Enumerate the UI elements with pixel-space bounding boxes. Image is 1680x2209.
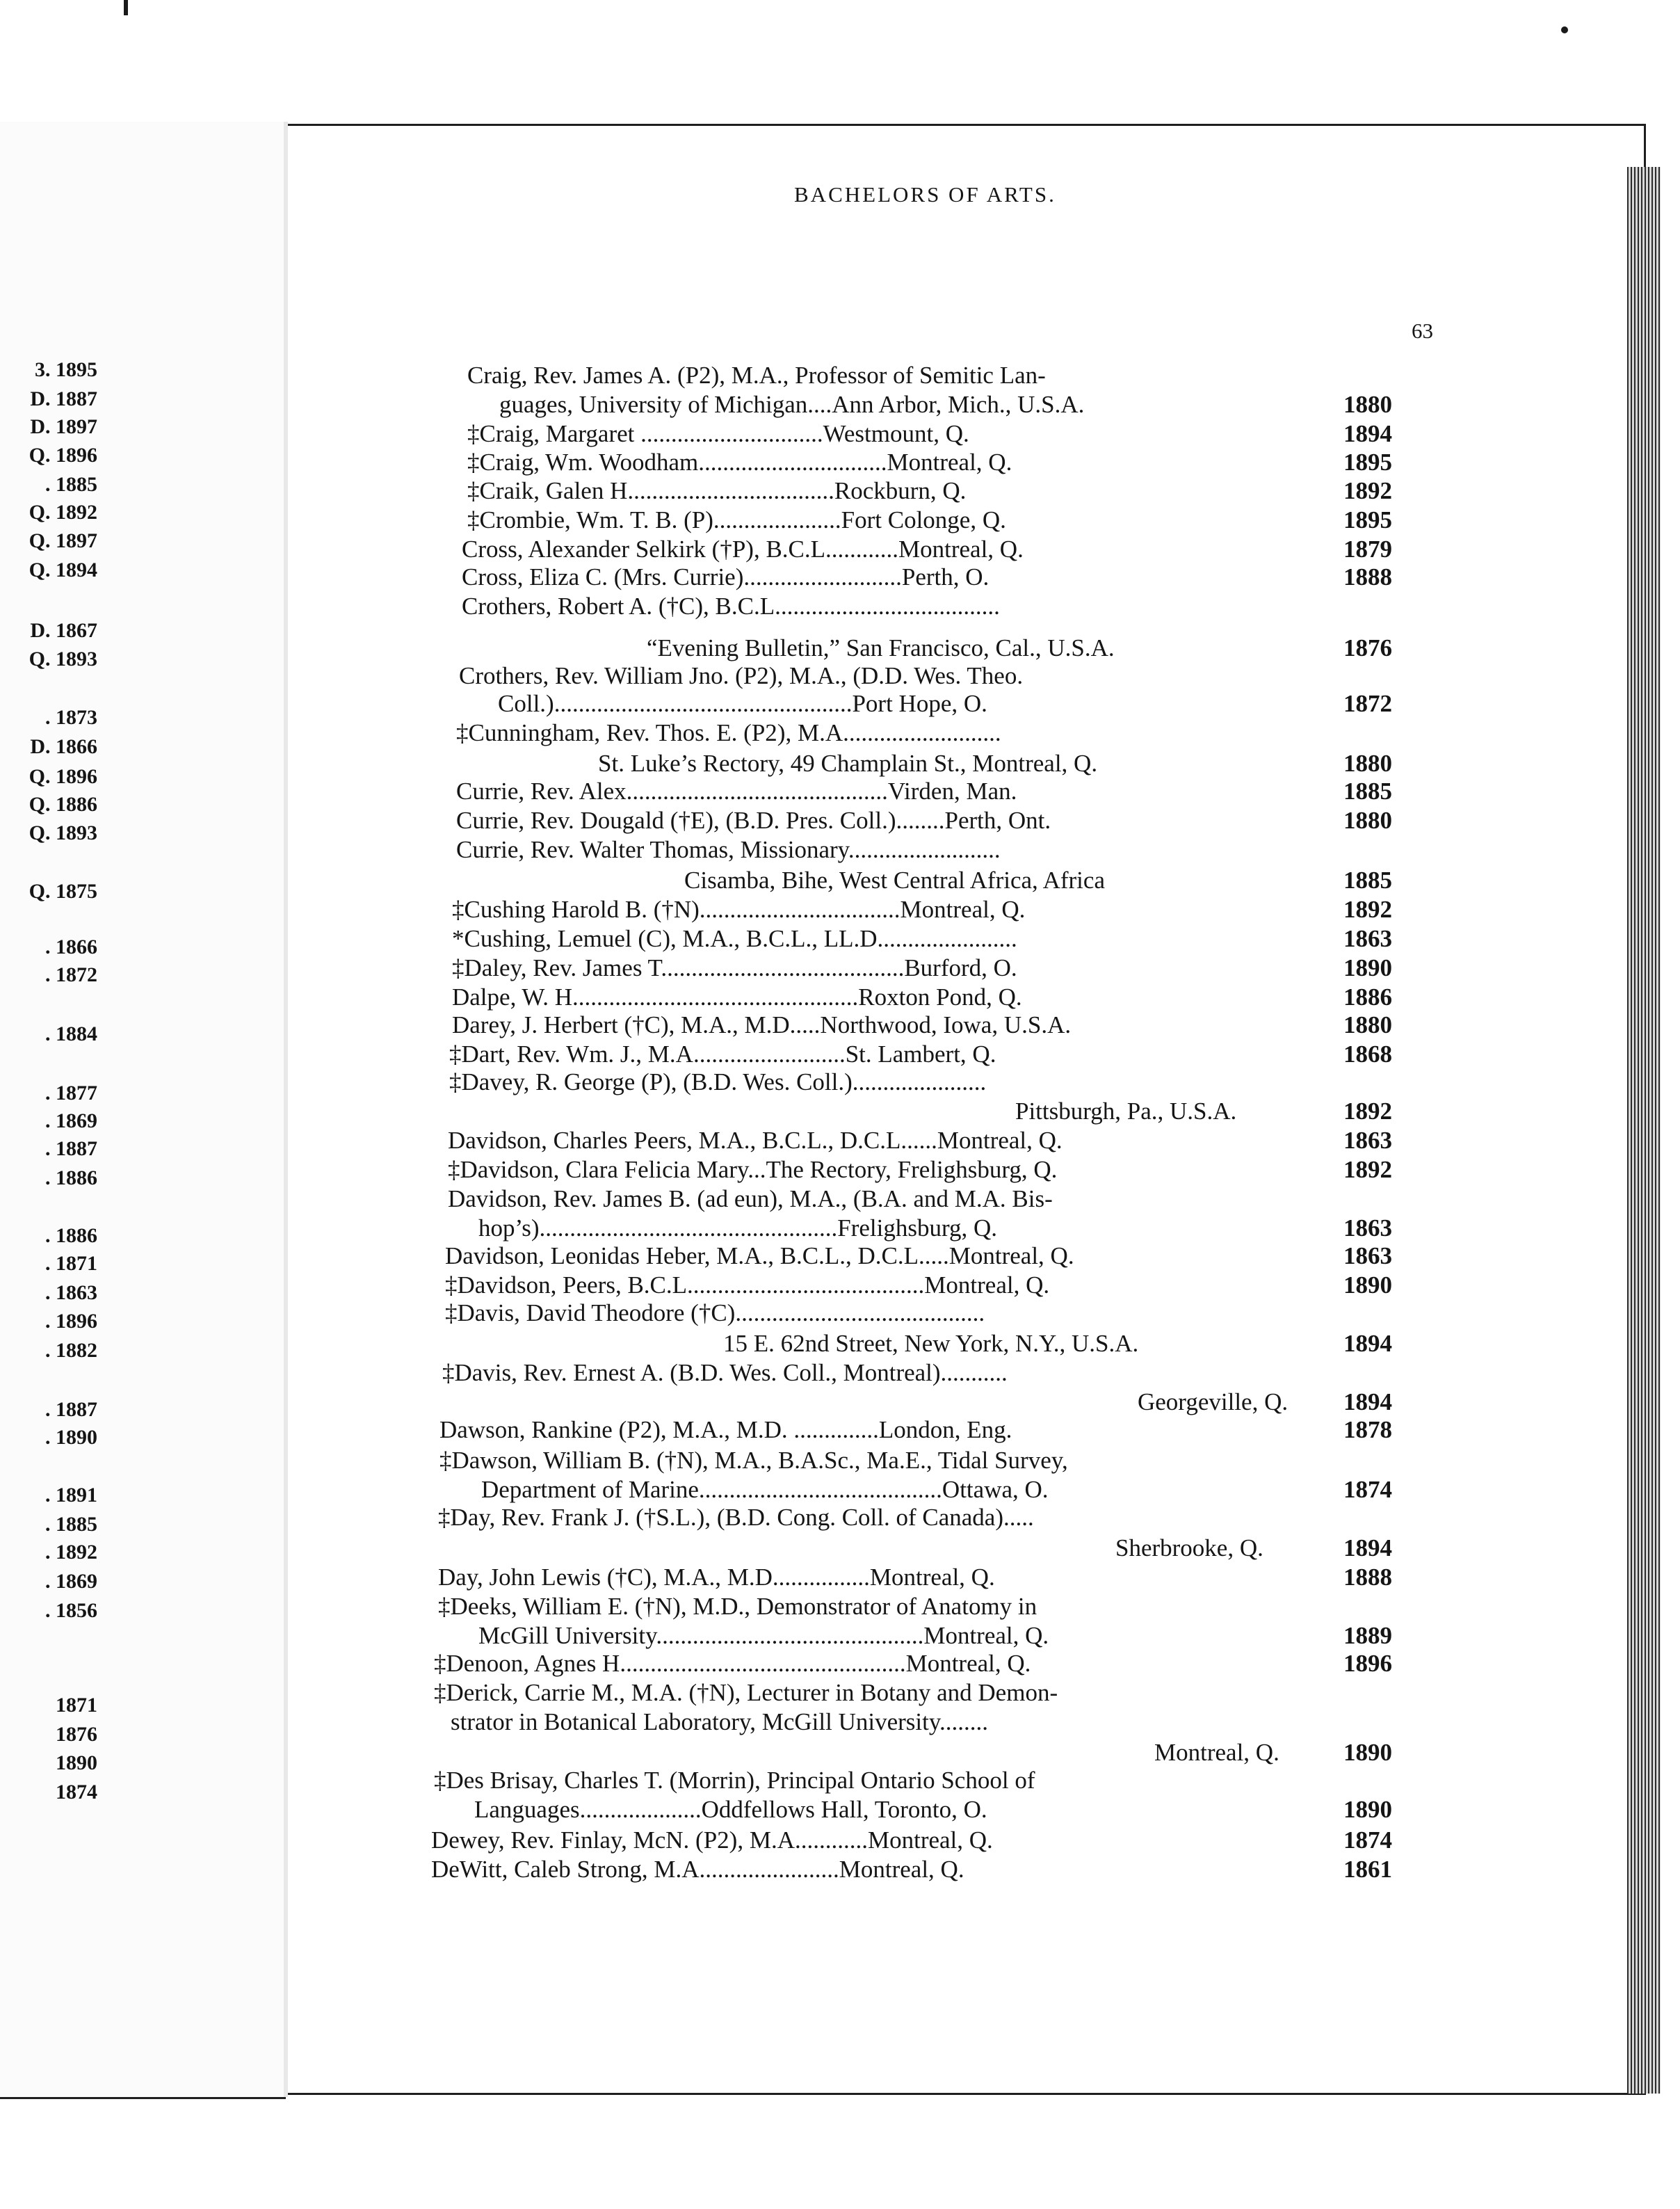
scan-speck — [124, 0, 128, 15]
entry-year: 1892 — [1343, 896, 1392, 923]
entry-year: 1885 — [1343, 867, 1392, 894]
left-page-year: Q. 1894 — [29, 559, 97, 581]
entry-line: Georgeville, Q. — [1138, 1388, 1289, 1415]
entry-line: Currie, Rev. Alex...........................................Virden, Man. — [456, 778, 1017, 805]
entry-line: *Cushing, Lemuel (C), M.A., B.C.L., LL.D....................... — [452, 925, 1017, 952]
entry-line: ‡Davis, Rev. Ernest A. (B.D. Wes. Coll., Montreal)........... — [442, 1359, 1008, 1386]
left-page-year: . 1863 — [45, 1281, 97, 1304]
left-page-year: . 1882 — [45, 1339, 97, 1362]
entry-year: 1876 — [1343, 634, 1392, 661]
left-page-year: . 1871 — [45, 1252, 97, 1275]
page-number: 63 — [1412, 319, 1433, 343]
entry-line: ‡Daley, Rev. James T........................................Burford, O. — [452, 954, 1017, 981]
left-page-year: Q. 1897 — [29, 529, 97, 552]
entry-year: 1889 — [1343, 1622, 1392, 1649]
entry-line: Dalpe, W. H...............................................Roxton Pond, Q. — [452, 983, 1022, 1011]
entry-line: ‡Day, Rev. Frank J. (†S.L.), (B.D. Cong. Coll. of Canada)..... — [438, 1504, 1034, 1531]
entry-line: Crothers, Robert A. (†C), B.C.L..................................... — [462, 593, 1000, 620]
left-page-year: D. 1887 — [30, 387, 97, 410]
entry-year: 1863 — [1343, 1127, 1392, 1154]
left-page-year: D. 1866 — [30, 735, 97, 758]
entry-line: ‡Des Brisay, Charles T. (Morrin), Principal Ontario School of — [434, 1767, 1035, 1794]
entry-line: Crothers, Rev. William Jno. (P2), M.A., (D.D. Wes. Theo. — [459, 662, 1024, 689]
entry-line: Davidson, Charles Peers, M.A., B.C.L., D.C.L......Montreal, Q. — [448, 1127, 1063, 1154]
left-page-year: Q. 1893 — [29, 648, 97, 670]
entry-year: 1874 — [1343, 1476, 1392, 1503]
entry-line: ‡Davidson, Peers, B.C.L.......................................Montreal, Q. — [445, 1271, 1050, 1299]
left-page-year: . 1891 — [45, 1484, 97, 1507]
entry-year: 1874 — [1343, 1826, 1392, 1854]
left-page-year: . 1869 — [45, 1570, 97, 1593]
entry-year: 1886 — [1343, 983, 1392, 1011]
entry-line: Cross, Eliza C. (Mrs. Currie)..........................Perth, O. — [462, 563, 990, 591]
entry-year: 1890 — [1343, 1796, 1392, 1823]
entry-year: 1880 — [1343, 391, 1392, 418]
left-page-year: . 1873 — [45, 706, 97, 729]
left-page-year: Q. 1886 — [29, 793, 97, 816]
entry-line: Montreal, Q. — [1154, 1739, 1279, 1766]
entry-year: 1894 — [1343, 420, 1392, 447]
entry-year: 1894 — [1343, 1388, 1392, 1415]
entry-year: 1879 — [1343, 536, 1392, 563]
left-page-year: 1874 — [56, 1781, 97, 1804]
entry-line: Darey, J. Herbert (†C), M.A., M.D.....Northwood, Iowa, U.S.A. — [452, 1011, 1072, 1038]
entry-line: guages, University of Michigan....Ann Arbor, Mich., U.S.A. — [499, 391, 1085, 418]
entry-line: “Evening Bulletin,” San Francisco, Cal., U.S.A. — [647, 634, 1115, 661]
entry-year: 1892 — [1343, 1156, 1392, 1183]
entry-year: 1863 — [1343, 925, 1392, 952]
entry-year: 1863 — [1343, 1214, 1392, 1242]
entry-line: ‡Davey, R. George (P), (B.D. Wes. Coll.)...................... — [449, 1068, 987, 1095]
entry-line: ‡Crombie, Wm. T. B. (P).....................Fort Colonge, Q. — [467, 506, 1006, 533]
entry-line: ‡Cunningham, Rev. Thos. E. (P2), M.A.......................... — [456, 719, 1001, 746]
entry-year: 1888 — [1343, 1564, 1392, 1591]
entry-line: ‡Dart, Rev. Wm. J., M.A.........................St. Lambert, Q. — [449, 1041, 996, 1068]
entry-line: ‡Dawson, William B. (†N), M.A., B.A.Sc., Ma.E., Tidal Survey, — [439, 1447, 1068, 1474]
entry-line: ‡Craig, Margaret ..............................Westmount, Q. — [467, 420, 969, 447]
left-page-year: Q. 1893 — [29, 821, 97, 844]
scan-speck — [1561, 26, 1568, 33]
entry-line: ‡Davidson, Clara Felicia Mary...The Rectory, Frelighsburg, Q. — [448, 1156, 1058, 1183]
entry-line: ‡Derick, Carrie M., M.A. (†N), Lecturer in Botany and Demon- — [434, 1679, 1058, 1706]
entry-year: 1880 — [1343, 807, 1392, 834]
entry-year: 1895 — [1343, 506, 1392, 533]
left-page-year: . 1892 — [45, 1541, 97, 1564]
left-page-year: Q. 1892 — [29, 501, 97, 524]
left-page-year: . 1886 — [45, 1166, 97, 1189]
entry-line: DeWitt, Caleb Strong, M.A.......................Montreal, Q. — [431, 1856, 964, 1883]
entry-year: 1892 — [1343, 1098, 1392, 1125]
entry-year: 1872 — [1343, 690, 1392, 717]
entry-line: Dawson, Rankine (P2), M.A., M.D. ..............London, Eng. — [439, 1416, 1012, 1443]
entry-year: 1880 — [1343, 750, 1392, 777]
entry-line: ‡Craig, Wm. Woodham...............................Montreal, Q. — [467, 449, 1012, 476]
entry-line: Day, John Lewis (†C), M.A., M.D................Montreal, Q. — [438, 1564, 995, 1591]
entry-line: ‡Cushing Harold B. (†N).................................Montreal, Q. — [452, 896, 1026, 923]
left-page-year: D. 1897 — [30, 415, 97, 438]
entry-year: 1890 — [1343, 954, 1392, 981]
entry-line: Cross, Alexander Selkirk (†P), B.C.L............Montreal, Q. — [462, 536, 1024, 563]
entry-year: 1890 — [1343, 1739, 1392, 1766]
entry-line: Currie, Rev. Walter Thomas, Missionary......................... — [456, 836, 1001, 863]
entry-year: 1885 — [1343, 778, 1392, 805]
entry-line: ‡Davis, David Theodore (†C)......................................... — [445, 1299, 985, 1326]
left-page-year: 1871 — [56, 1694, 97, 1717]
left-page-year: . 1885 — [45, 1513, 97, 1536]
left-facing-page — [0, 122, 286, 2099]
entry-line: Currie, Rev. Dougald (†E), (B.D. Pres. Coll.)........Perth, Ont. — [456, 807, 1051, 834]
entry-line: ‡Deeks, William E. (†N), M.D., Demonstrator of Anatomy in — [438, 1593, 1037, 1620]
left-page-year: Q. 1896 — [29, 444, 97, 467]
entry-line: Languages....................Oddfellows Hall, Toronto, O. — [474, 1796, 987, 1823]
entry-line: Pittsburgh, Pa., U.S.A. — [1015, 1098, 1237, 1125]
left-page-year: . 1890 — [45, 1426, 97, 1449]
left-page-year: 3. 1895 — [35, 358, 97, 381]
page-edges — [1627, 167, 1661, 2094]
entry-year: 1863 — [1343, 1242, 1392, 1269]
entry-line: hop’s).................................................Frelighsburg, Q. — [478, 1214, 998, 1242]
entry-year: 1888 — [1343, 563, 1392, 591]
left-page-year: . 1869 — [45, 1109, 97, 1132]
entry-line: Dewey, Rev. Finlay, McN. (P2), M.A............Montreal, Q. — [431, 1826, 993, 1854]
entry-line: Coll.).................................................Port Hope, O. — [498, 690, 987, 717]
left-page-year: . 1856 — [45, 1599, 97, 1622]
entry-year: 1868 — [1343, 1041, 1392, 1068]
entry-line: Craig, Rev. James A. (P2), M.A., Professor of Semitic Lan- — [467, 362, 1046, 389]
entry-line: Department of Marine........................................Ottawa, O. — [481, 1476, 1049, 1503]
left-page-year: . 1887 — [45, 1398, 97, 1421]
left-page-year: 1890 — [56, 1751, 97, 1774]
left-page-year: . 1866 — [45, 935, 97, 958]
entry-line: ‡Craik, Galen H..................................Rockburn, Q. — [467, 477, 967, 504]
entry-year: 1892 — [1343, 477, 1392, 504]
entry-line: ‡Denoon, Agnes H...............................................Montreal, Q. — [434, 1650, 1031, 1677]
entry-year: 1890 — [1343, 1271, 1392, 1299]
entry-year: 1894 — [1343, 1330, 1392, 1357]
entry-line: Davidson, Leonidas Heber, M.A., B.C.L., D.C.L.....Montreal, Q. — [445, 1242, 1074, 1269]
entry-line: McGill University............................................Montreal, Q. — [478, 1622, 1049, 1649]
left-page-year: . 1886 — [45, 1224, 97, 1247]
entry-line: Sherbrooke, Q. — [1115, 1534, 1263, 1561]
left-page-year: 1876 — [56, 1723, 97, 1746]
left-page-year: . 1884 — [45, 1022, 97, 1045]
left-page-year: . 1887 — [45, 1137, 97, 1160]
entry-line: Davidson, Rev. James B. (ad eun), M.A., (B.A. and M.A. Bis- — [448, 1185, 1053, 1212]
entry-year: 1878 — [1343, 1416, 1392, 1443]
entry-line: 15 E. 62nd Street, New York, N.Y., U.S.A. — [723, 1330, 1139, 1357]
entry-line: Cisamba, Bihe, West Central Africa, Africa — [684, 867, 1105, 894]
left-page-year: . 1896 — [45, 1310, 97, 1333]
entry-year: 1894 — [1343, 1534, 1392, 1561]
entry-year: 1880 — [1343, 1011, 1392, 1038]
left-page-year: . 1885 — [45, 473, 97, 496]
entry-line: strator in Botanical Laboratory, McGill University........ — [451, 1708, 989, 1735]
entry-year: 1861 — [1343, 1856, 1392, 1883]
entry-year: 1896 — [1343, 1650, 1392, 1677]
left-page-year: . 1877 — [45, 1082, 97, 1104]
entry-year: 1895 — [1343, 449, 1392, 476]
left-page-year: Q. 1875 — [29, 880, 97, 903]
entry-line: St. Luke’s Rectory, 49 Champlain St., Montreal, Q. — [598, 750, 1098, 777]
left-page-year: . 1872 — [45, 963, 97, 986]
left-page-year: Q. 1896 — [29, 765, 97, 788]
left-page-year: D. 1867 — [30, 619, 97, 642]
page-header: BACHELORS OF ARTS. — [794, 182, 1056, 207]
